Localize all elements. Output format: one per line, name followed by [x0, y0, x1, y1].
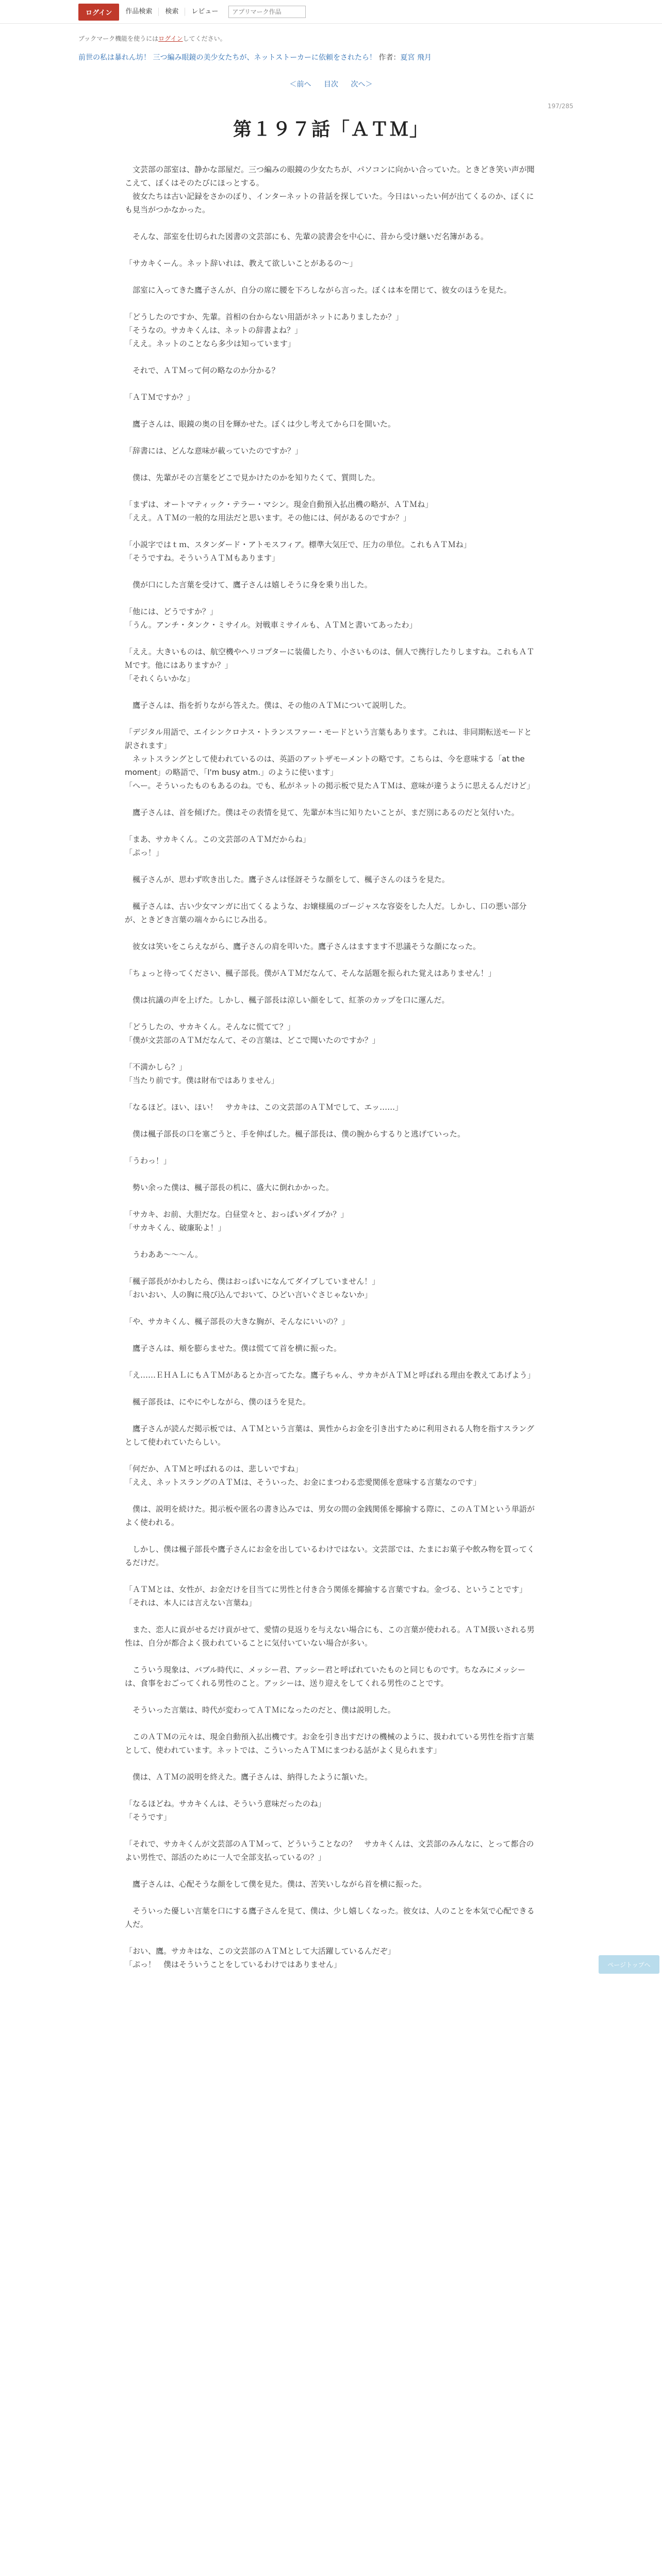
author-prefix: 作者： — [378, 54, 401, 62]
body-paragraph: 「そうです」 — [125, 1812, 172, 1822]
paragraph-gap — [125, 377, 537, 391]
page-top-button[interactable]: ページトップへ — [599, 1955, 659, 1974]
body-paragraph: 「他には、どうですか？」 — [125, 607, 218, 616]
nav-item-review[interactable]: レビュー — [191, 8, 219, 15]
search-input[interactable] — [228, 6, 306, 18]
paragraph-gap — [125, 1301, 537, 1315]
nav-item-search-works[interactable]: 作品検索 — [119, 8, 159, 16]
author-link[interactable]: 夏宮 飛月 — [400, 54, 432, 62]
body-paragraph: 「なるほどね。サカキくんは、そういう意味だったのね」 — [125, 1799, 326, 1808]
paragraph-gap — [125, 926, 537, 940]
page-count: 197/285 — [548, 103, 573, 110]
paragraph-gap — [125, 712, 537, 725]
body-paragraph: ネットスラングとして使われているのは、英語のアットザモーメントの略です。こちらは、今を意味する「at the moment」の略語で、「I'm busy atm.」のように使います」 — [125, 754, 525, 777]
body-paragraph: 「不満かしら？」 — [125, 1062, 187, 1072]
body-paragraph: 「そうですね。そういうＡＴＭもあります」 — [125, 553, 280, 563]
table-of-contents-link[interactable]: 目次 — [324, 80, 338, 89]
bookmark-login-link[interactable]: ログイン — [158, 35, 183, 42]
body-paragraph: 「おい、鷹。サカキはな、この文芸部のＡＴＭとして大活躍しているんだぞ」 — [125, 1946, 395, 1956]
paragraph-gap — [125, 792, 537, 806]
series-header — [78, 52, 584, 63]
body-paragraph: 「うん。アンチ・タンク・ミサイル。対戦車ミサイルも、ＡＴＭと書いてあったわ」 — [125, 620, 417, 630]
paragraph-gap — [125, 1569, 537, 1583]
body-paragraph: 「デジタル用語で、エイシンクロナス・トランスファー・モードという言葉もあります。これは、非同期転送モードと訳されます」 — [125, 727, 532, 750]
body-paragraph: 「小説字ではｔｍ、スタンダード・アトモスフィア。標準大気圧で、圧力の単位。これもＡＴＭね」 — [125, 540, 471, 549]
body-paragraph: 「うわっ！」 — [125, 1156, 171, 1165]
paragraph-gap — [125, 1141, 537, 1154]
paragraph-gap — [125, 457, 537, 471]
paragraph-gap — [125, 404, 537, 417]
body-paragraph: 「ＡＴＭですか？」 — [125, 393, 195, 402]
bookmark-note — [78, 34, 584, 43]
paragraph-gap — [125, 591, 537, 605]
body-paragraph: 「や、サカキくん、楓子部長の大きな胸が、そんなにいいの？」 — [125, 1317, 350, 1326]
body-paragraph: 彼女たちは古い記録をさかのぼり、インターネットの昔話を探していた。今日はいったい何が出てくるのか、ぼくにも見当がつかなかった。 — [125, 192, 534, 214]
paragraph-gap — [125, 524, 537, 538]
paragraph-gap — [125, 216, 537, 230]
body-paragraph: 鷹子さんは、首を傾げた。僕はその表情を見て、先輩が本当に知りたいことが、まだ別にあるのだと気付いた。 — [125, 808, 519, 817]
body-paragraph: 「楓子部長がかわしたら、僕はおっぱいになんてダイブしていません！」 — [125, 1277, 380, 1286]
body-paragraph: 「当たり前です。僕は財布ではありません」 — [125, 1076, 279, 1085]
series-title-link[interactable]: 前世の私は暴れん坊！ 三つ編み眼鏡の美少女たちが、ネットストーカーに依頼をされたら！ — [78, 54, 377, 62]
body-paragraph: 「それは、本人には言えない言葉ね」 — [125, 1598, 257, 1607]
body-paragraph: 「え……ＥＨＡＬにもＡＴＭがあるとか言ってたな。鷹子ちゃん、サカキがＡＴＭと呼ばれる理由を教えてあげよう」 — [125, 1370, 535, 1380]
paragraph-gap — [125, 1382, 537, 1395]
body-paragraph: 「まずは、オートマティック・テラー・マシン。現金自動預入払出機の略が、ＡＴＭね」 — [125, 500, 433, 509]
paragraph-gap — [125, 243, 537, 257]
body-paragraph: 「サカキくーん。ネット辞いれは、教えて欲しいことがあるの～」 — [125, 259, 357, 268]
nav-item-search[interactable]: 検索 — [159, 8, 185, 16]
chapter-title: 第１９７話「ＡＴＭ」 — [233, 118, 429, 140]
paragraph-gap — [125, 431, 537, 444]
paragraph-gap — [125, 1007, 537, 1020]
body-paragraph: 鷹子さんが読んだ掲示板では、ＡＴＭという言葉は、異性からお金を引き出すために利用される人物を指すスラングとして使われていたらしい。 — [125, 1424, 535, 1447]
body-paragraph: 「なるほど。ほい、ほい！ サカキは、この文芸部のＡＴＭでして、エッ……」 — [125, 1103, 403, 1112]
body-paragraph: 「ちょっと待ってください、楓子部長。僕がＡＴＭだなんて、そんな話題を振られた覚えはありません！」 — [125, 969, 496, 978]
body-paragraph: 文芸部の部室は、静かな部屋だ。三つ編みの眼鏡の少女たちが、パソコンに向かい合っていた。ときどき笑い声が聞こえて、ぼくはそのたびにほっとする。 — [125, 165, 535, 188]
paragraph-gap — [125, 484, 537, 498]
paragraph-gap — [125, 1489, 537, 1502]
paragraph-gap — [125, 1234, 537, 1248]
body-paragraph: 僕は、ＡＴＭの説明を終えた。鷹子さんは、納得したように頷いた。 — [125, 1772, 373, 1782]
body-paragraph: そんな、部室を仕切られた図書の文芸部にも、先輩の読書会を中心に、昔から受け継いだ名簿がある。 — [125, 232, 489, 241]
paragraph-gap — [125, 1194, 537, 1208]
body-paragraph: それで、ＡＴＭって何の略なのか分かる？ — [125, 366, 279, 375]
paragraph-gap — [125, 1609, 537, 1623]
paragraph-gap — [125, 1717, 537, 1730]
paragraph-gap — [125, 1690, 537, 1703]
paragraph-gap — [125, 1891, 537, 1904]
body-paragraph: 鷹子さんは、眼鏡の奥の目を輝かせた。ぼくは少し考えてから口を開いた。 — [125, 419, 396, 429]
body-paragraph: 勢い余った僕は、楓子部長の机に、盛大に倒れかかった。 — [125, 1183, 334, 1192]
body-paragraph: 「ええ。大きいものは、航空機やヘリコプターに装備したり、小さいものは、個人で携行したりしますね。これもＡＴＭです。他にはありますか？」 — [125, 647, 535, 670]
paragraph-gap — [125, 953, 537, 967]
body-paragraph: 「ええ、ネットスラングのＡＴＭは、そういった、お金にまつわる恋愛関係を意味する言葉なのです」 — [125, 1478, 481, 1487]
prev-chapter-link[interactable]: ＜前へ — [289, 80, 311, 89]
body-paragraph: 「どうしたの、サカキくん。そんなに慌てて？」 — [125, 1022, 295, 1031]
paragraph-gap — [125, 1409, 537, 1422]
paragraph-gap — [125, 1864, 537, 1877]
body-paragraph: 鷹子さんは、心配そうな顔をして僕を見た。僕は、苦笑いしながら首を横に振った。 — [125, 1879, 427, 1889]
body-paragraph: 僕は、先輩がその言葉をどこで見かけたのかを知りたくて、質問した。 — [125, 473, 380, 482]
body-paragraph: 「へー。そういったものもあるのね。でも、私がネットの掲示板で見たＡＴＭは、意味が違うように思えるんだけど」 — [125, 781, 535, 790]
paragraph-gap — [125, 1931, 537, 1944]
body-paragraph: そういった言葉は、時代が変わってＡＴＭになったのだと、僕は説明した。 — [125, 1705, 395, 1715]
body-paragraph: そういった優しい言葉を口にする鷹子さんを見て、僕は、少し嬉しくなった。彼女は、人のことを本気で心配できる人だ。 — [125, 1906, 535, 1929]
paragraph-gap — [125, 1047, 537, 1060]
body-paragraph: 「それで、サカキくんが文芸部のＡＴＭって、どういうことなの？ サカキくんは、文芸部のみんなに、とって都合のよい男性で、部活のために一人で全部支払っているの？」 — [125, 1839, 534, 1862]
body-paragraph: 「何だか、ＡＴＭと呼ばれるのは、悲しいですね」 — [125, 1464, 303, 1473]
body-paragraph: 「まあ、サカキくん。この文芸部のＡＴＭだからね」 — [125, 835, 311, 844]
body-paragraph: 僕は抗議の声を上げた。しかし、楓子部長は涼しい顔をして、紅茶のカップを口に運んだ。 — [125, 995, 450, 1005]
body-paragraph: 「そうなの。サカキくんは、ネットの辞書よね？」 — [125, 326, 303, 335]
paragraph-gap — [125, 1449, 537, 1462]
paragraph-gap — [125, 1355, 537, 1368]
body-paragraph: 僕は、説明を続けた。掲示板や匿名の書き込みでは、男女の間の金銭関係を揶揄する際に、このＡＴＭという単語がよく使われる。 — [125, 1504, 535, 1527]
body-paragraph: 鷹子さんは、頬を膨らませた。僕は慌てて首を横に振った。 — [125, 1344, 342, 1353]
body-paragraph: 彼女は笑いをこらえながら、鷹子さんの肩を叩いた。鷹子さんはますます不思議そうな顔になった。 — [125, 942, 481, 951]
bookmark-note-prefix: ブックマーク機能を使うには — [78, 35, 159, 42]
body-paragraph: 僕は楓子部長の口を塞ごうと、手を伸ばした。楓子部長は、僕の腕からするりと逃げていった。 — [125, 1129, 466, 1139]
body-paragraph: 僕が口にした言葉を受けて、鷹子さんは嬉しそうに身を乗り出した。 — [125, 580, 372, 589]
body-paragraph: 「ぷっ！」 — [125, 848, 164, 857]
body-paragraph: 「ええ。ＡＴＭの一般的な用法だと思います。その他には、何があるのですか？」 — [125, 513, 411, 522]
body-paragraph: 楓子さんが、思わず吹き出した。鷹子さんは怪訝そうな顔をして、楓子さんのほうを見た。 — [125, 875, 450, 884]
body-paragraph: 部室に入ってきた鷹子さんが、自分の席に腰を下ろしながら言った。ぼくは本を閉じて、彼女のほうを見た。 — [125, 285, 511, 295]
paragraph-gap — [125, 1087, 537, 1100]
body-paragraph: 「どうしたのですか、先輩。首相の台からない用語がネットにありましたか？」 — [125, 312, 404, 321]
paragraph-gap — [125, 819, 537, 833]
paragraph-gap — [125, 685, 537, 699]
paragraph-gap — [125, 297, 537, 310]
body-paragraph: 「サカキ、お前、大胆だな。白昼堂々と、おっぱいダイブか？」 — [125, 1210, 349, 1219]
body-paragraph: 鷹子さんは、指を折りながら答えた。僕は、その他のＡＴＭについて説明した。 — [125, 701, 411, 710]
body-paragraph: 「それくらいかな」 — [125, 674, 195, 683]
paragraph-gap — [125, 350, 537, 364]
novel-body — [125, 163, 537, 1971]
paragraph-gap — [125, 632, 537, 645]
body-paragraph: 「おいおい、人の胸に飛び込んでおいて、ひどい言いぐさじゃないか」 — [125, 1290, 372, 1299]
top-navigation — [0, 0, 662, 24]
paragraph-gap — [125, 270, 537, 283]
body-paragraph: しかし、僕は楓子部長や鷹子さんにお金を出しているわけではない。文芸部では、たまにお菓子や飲み物を買ってくるだけだ。 — [125, 1545, 535, 1567]
body-paragraph: 「僕が文芸部のＡＴＭだなんて、その言葉は、どこで聞いたのですか？」 — [125, 1036, 380, 1045]
body-paragraph: 「ええ。ネットのことなら多少は知っています」 — [125, 339, 295, 348]
paragraph-gap — [125, 886, 537, 900]
paragraph-gap — [125, 1167, 537, 1181]
body-paragraph: 「辞書には、どんな意味が載っていたのですか？」 — [125, 446, 303, 455]
paragraph-gap — [125, 565, 537, 578]
paragraph-gap — [125, 1824, 537, 1837]
body-paragraph: 楓子さんは、古い少女マンガに出てくるような、お嬢様風のゴージャスな容姿をした人だ。しかし、口の悪い部分が、ときどき言葉の端々からにじみ出る。 — [125, 902, 527, 924]
body-paragraph: 「サカキくん、破廉恥よ！」 — [125, 1223, 226, 1232]
paragraph-gap — [125, 1328, 537, 1342]
paragraph-gap — [125, 1114, 537, 1127]
chapter-navigation — [78, 79, 584, 89]
paragraph-gap — [125, 1784, 537, 1797]
paragraph-gap — [125, 980, 537, 993]
body-paragraph: また、恋人に貢がせるだけ貢がせて、愛情の見返りを与えない場合にも、この言葉が使われる。ＡＴＭ扱いされる男性は、自分が都合よく扱われていることに気付いていない場合が多い。 — [125, 1625, 535, 1648]
body-paragraph: このＡＴＭの元々は、現金自動預入払出機です。お金を引き出すだけの機械のように、扱われている男性を指す言葉として、使われています。ネットでは、こういったＡＴＭにまつわる話がよく見られます」 — [125, 1732, 534, 1755]
next-chapter-link[interactable]: 次へ＞ — [351, 80, 373, 89]
paragraph-gap — [125, 1650, 537, 1663]
paragraph-gap — [125, 1529, 537, 1543]
page-content — [78, 34, 584, 1971]
body-paragraph: うわああ～～～ん。 — [125, 1250, 203, 1259]
body-paragraph: こういう現象は、バブル時代に、メッシー君、アッシー君と呼ばれていたものと同じものです。ちなみにメッシーは、食事をおごってくれる男性のこと。アッシーは、送り迎えをしてくれる男性のことです。 — [125, 1665, 526, 1688]
top-navigation-inner — [78, 0, 584, 24]
login-button[interactable]: ログイン — [78, 4, 119, 21]
paragraph-gap — [125, 1757, 537, 1770]
paragraph-gap — [125, 859, 537, 873]
paragraph-gap — [125, 1261, 537, 1275]
bookmark-note-suffix: してください。 — [183, 35, 226, 42]
body-paragraph: 「ぷっ！ 僕はそういうことをしているわけではありません」 — [125, 1960, 342, 1969]
body-paragraph: 「ＡＴＭとは、女性が、お金だけを目当てに男性と付き合う関係を揶揄する言葉ですね。金づる、ということです」 — [125, 1585, 527, 1594]
body-paragraph: 楓子部長は、にやにやしながら、僕のほうを見た。 — [125, 1397, 311, 1406]
